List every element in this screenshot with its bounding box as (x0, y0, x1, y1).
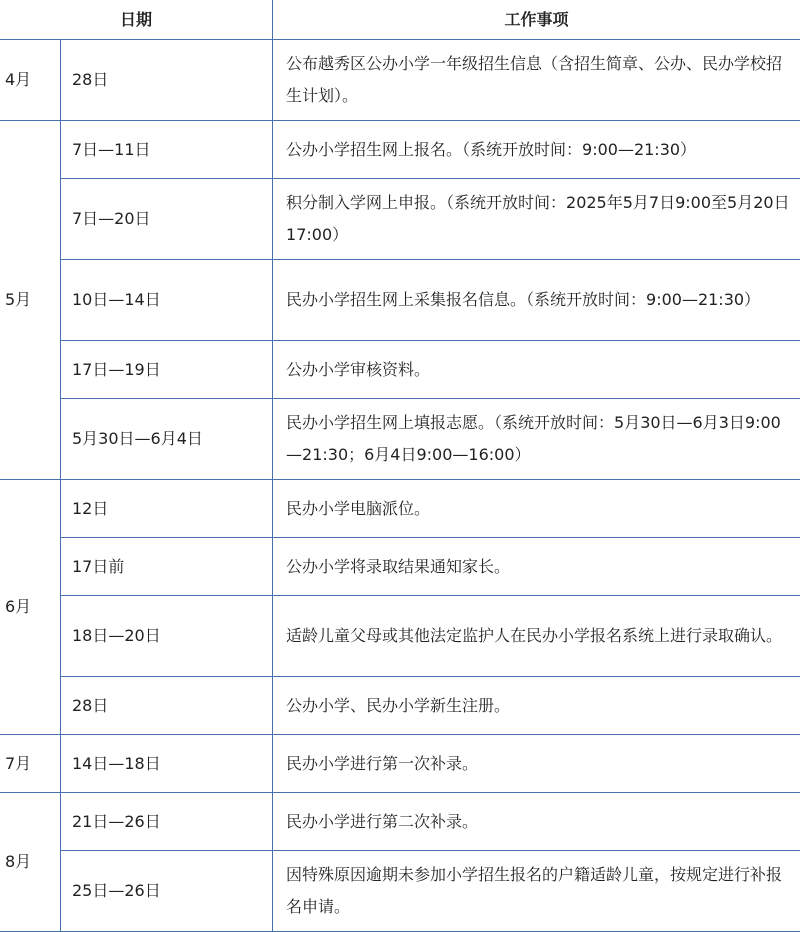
date-cell: 25日—26日 (61, 851, 273, 932)
month-cell: 6月 (0, 480, 61, 735)
date-cell: 18日—20日 (61, 596, 273, 677)
date-cell: 7日—20日 (61, 179, 273, 260)
table-row (0, 260, 800, 341)
task-cell: 民办小学招生网上填报志愿。（系统开放时间：5月30日—6月3日9:00—21:30；6月4日9:00—16:00） (273, 399, 800, 480)
header-task: 工作事项 (273, 0, 800, 40)
task-cell: 民办小学进行第一次补录。 (273, 735, 800, 793)
table-row (0, 40, 800, 121)
table-row (0, 596, 800, 677)
table-row (0, 121, 800, 179)
table-row (0, 399, 800, 480)
table-row (0, 480, 800, 538)
month-cell: 5月 (0, 121, 61, 480)
table-row (0, 793, 800, 851)
date-cell: 28日 (61, 40, 273, 121)
task-cell: 公办小学将录取结果通知家长。 (273, 538, 800, 596)
date-cell: 12日 (61, 480, 273, 538)
date-cell: 7日—11日 (61, 121, 273, 179)
task-cell: 民办小学电脑派位。 (273, 480, 800, 538)
table-row (0, 735, 800, 793)
task-cell: 民办小学进行第二次补录。 (273, 793, 800, 851)
header-row (0, 0, 800, 40)
month-cell: 4月 (0, 40, 61, 121)
task-cell: 积分制入学网上申报。（系统开放时间：2025年5月7日9:00至5月20日17:00） (273, 179, 800, 260)
header-date: 日期 (0, 0, 273, 40)
table-row (0, 677, 800, 735)
table-row (0, 851, 800, 932)
date-cell: 17日前 (61, 538, 273, 596)
task-cell: 公办小学招生网上报名。（系统开放时间：9:00—21:30） (273, 121, 800, 179)
table-row (0, 341, 800, 399)
date-cell: 28日 (61, 677, 273, 735)
date-cell: 10日—14日 (61, 260, 273, 341)
task-cell: 民办小学招生网上采集报名信息。（系统开放时间：9:00—21:30） (273, 260, 800, 341)
table-row (0, 538, 800, 596)
month-cell: 7月 (0, 735, 61, 793)
date-cell: 5月30日—6月4日 (61, 399, 273, 480)
date-cell: 17日—19日 (61, 341, 273, 399)
task-cell: 公办小学、民办小学新生注册。 (273, 677, 800, 735)
table-row (0, 179, 800, 260)
month-cell: 8月 (0, 793, 61, 932)
date-cell: 21日—26日 (61, 793, 273, 851)
task-cell: 适龄儿童父母或其他法定监护人在民办小学报名系统上进行录取确认。 (273, 596, 800, 677)
task-cell: 公布越秀区公办小学一年级招生信息（含招生简章、公办、民办学校招生计划）。 (273, 40, 800, 121)
task-cell: 公办小学审核资料。 (273, 341, 800, 399)
date-cell: 14日—18日 (61, 735, 273, 793)
task-cell: 因特殊原因逾期未参加小学招生报名的户籍适龄儿童，按规定进行补报名申请。 (273, 851, 800, 932)
